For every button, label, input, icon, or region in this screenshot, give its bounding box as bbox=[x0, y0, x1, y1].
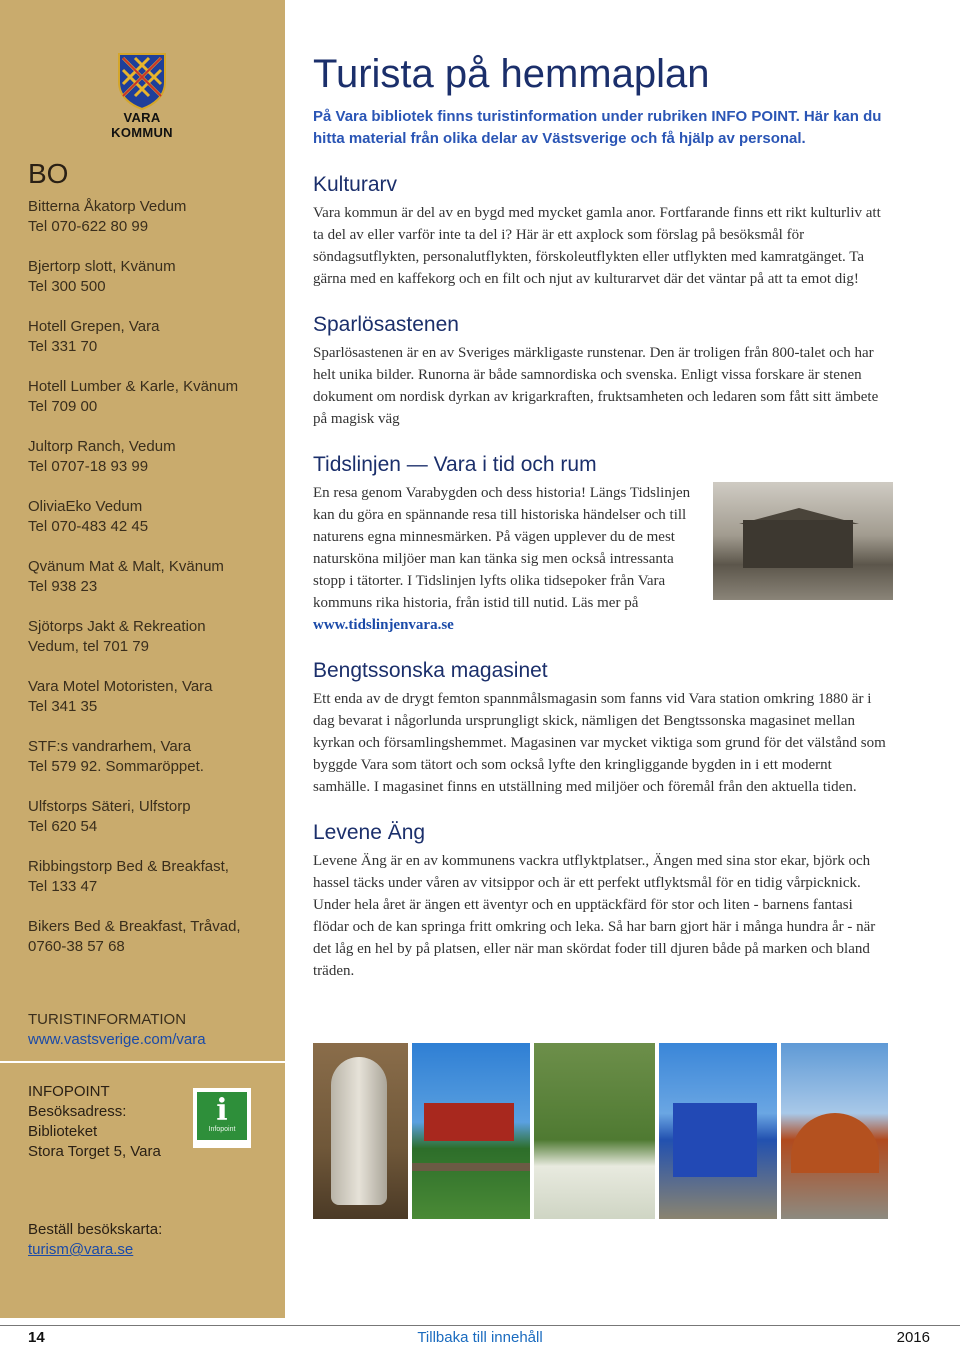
infopoint-title: INFOPOINT bbox=[28, 1083, 110, 1100]
lodging-name: Vara Motel Motoristen, Vara bbox=[28, 678, 213, 695]
footer-divider bbox=[0, 1325, 960, 1326]
turistinformation-title: TURISTINFORMATION bbox=[28, 1011, 187, 1028]
lodging-phone: Tel 709 00 bbox=[28, 398, 98, 415]
blue-house-photo bbox=[659, 1043, 777, 1219]
lodging-item bbox=[28, 377, 278, 437]
bo-heading: BO bbox=[28, 158, 69, 189]
coat-of-arms-icon bbox=[117, 52, 167, 110]
section-heading-kulturarv: Kulturarv bbox=[313, 173, 398, 196]
lodging-name: Bjertorp slott, Kvänum bbox=[28, 258, 176, 275]
lodging-name: Ulfstorps Säteri, Ulfstorp bbox=[28, 798, 191, 815]
section-heading-bengtssonska: Bengtssonska magasinet bbox=[313, 659, 548, 682]
photo-strip bbox=[313, 1043, 888, 1219]
section-text-bengtssonska: Ett enda av de drygt femton spannmålsmagasin som fanns vid Vara station omkring 1880 är i dag bevarat i någorlunda ursprungligt skick, nämligen det Bengtssonska magasinet mellan kyrkan och församlingshemmet. Magasinen var mycket viktiga som grund för det välstånd som byggde Vara som tätort och som också lyfte den kringliggande bygden in i ett modernt samhälle. I magasinet finns en utställning med miljöer och föremål från den aktuella tiden. bbox=[313, 691, 886, 795]
lodging-item bbox=[28, 737, 278, 797]
section-heading-sparlosastenen: Sparlösastenen bbox=[313, 313, 459, 336]
lodging-phone: Tel 331 70 bbox=[28, 338, 98, 355]
infopoint-line: Besöksadress: bbox=[28, 1103, 127, 1120]
bridge-photo bbox=[412, 1043, 530, 1219]
lodging-phone: 0760-38 57 68 bbox=[28, 938, 125, 955]
lodging-phone: Tel 620 54 bbox=[28, 818, 98, 835]
lodging-name: Ribbingstorp Bed & Breakfast, bbox=[28, 858, 229, 875]
section-heading-levene: Levene Äng bbox=[313, 821, 426, 844]
lodging-phone: Tel 070-622 80 99 bbox=[28, 218, 149, 235]
back-link-text[interactable]: Tillbaka till innehåll bbox=[417, 1329, 543, 1346]
lodging-item bbox=[28, 617, 278, 677]
lodging-phone: Vedum, tel 701 79 bbox=[28, 638, 149, 655]
lodging-name: Jultorp Ranch, Vedum bbox=[28, 438, 176, 455]
lodging-name: STF:s vandrarhem, Vara bbox=[28, 738, 192, 755]
infopoint-line: Stora Torget 5, Vara bbox=[28, 1143, 161, 1160]
lodging-item bbox=[28, 857, 278, 917]
turistinformation-link[interactable]: www.vastsverige.com/vara bbox=[28, 1031, 206, 1048]
main-content bbox=[313, 50, 888, 982]
lodging-phone: Tel 341 35 bbox=[28, 698, 98, 715]
lodging-name: Bitterna Åkatorp Vedum bbox=[28, 198, 187, 215]
lodging-item bbox=[28, 677, 278, 737]
lodging-item bbox=[28, 317, 278, 377]
lodging-item bbox=[28, 557, 278, 617]
vara-kommun-logo bbox=[92, 52, 192, 140]
runestone-photo bbox=[313, 1043, 408, 1219]
lodging-name: Bikers Bed & Breakfast, Tråvad, bbox=[28, 918, 241, 935]
lodging-item bbox=[28, 497, 278, 557]
historic-photo bbox=[713, 482, 893, 600]
lodging-item bbox=[28, 437, 278, 497]
sidebar bbox=[0, 0, 285, 1318]
lodging-item bbox=[28, 257, 278, 317]
logo-text: VARA KOMMUN bbox=[111, 110, 173, 140]
section-text-levene: Levene Äng är en av kommunens vackra utflyktplatser., Ängen med sina stor ekar, björk och hassel täcks under våren av vitsippor och är ett perfekt utflyktsmål för en tidig vårpicknick. Under hela året är ängen ett äventyr och en upptäckfärd för stor och liten - barnens fantasi flödar och de kan springa fritt omkring och leka. Så har barn gjort här i många hundra år - när det låg en hel by på platsen, eller när man skördat foder till djuren både på marken och bland träden. bbox=[313, 853, 876, 979]
section-text-sparlosastenen: Sparlösastenen är en av Sveriges märkligaste runstenar. Den är troligen från 800-talet och har helt unika bilder. Runorna är både samnordiska och svenska. Enligt vissa forskare är stenen dokument om nordisk dyrkan av krigarkraften, fruktsamheten och ledaren som fått sitt ämbete på magisk väg bbox=[313, 345, 879, 427]
order-map bbox=[28, 1220, 162, 1260]
back-to-contents-link bbox=[0, 1329, 960, 1346]
section-text-kulturarv: Vara kommun är del av en bygd med mycket gamla anor. Fortfarande finns ett rikt kulturliv att ta del av eller varför inte ta del i? Här är ett axplock som förslag på besöksmål för söndagsutflykten, personalutflykten, förskoleutflykten eller utflykten med kamratgänget. Ta gärna med en kaffekorg och en filt och njut av kulturarvet där det väntar på att ta emot dig! bbox=[313, 205, 881, 287]
lodging-name: Hotell Lumber & Karle, Kvänum bbox=[28, 378, 239, 395]
lodging-name: Qvänum Mat & Malt, Kvänum bbox=[28, 558, 224, 575]
lead-paragraph: På Vara bibliotek finns turistinformation under rubriken INFO POINT. Här kan du hitta material från olika delar av Västsverige och få hjälp av personal. bbox=[313, 108, 882, 147]
lodging-item bbox=[28, 917, 278, 977]
turistinformation bbox=[28, 1010, 206, 1050]
page-title: Turista på hemmaplan bbox=[313, 52, 710, 96]
lodging-item bbox=[28, 797, 278, 857]
lodging-item bbox=[28, 197, 278, 257]
info-letter: i bbox=[216, 1093, 228, 1128]
sidebar-divider bbox=[0, 1061, 285, 1063]
order-map-label: Beställ besökskarta: bbox=[28, 1221, 163, 1238]
order-email-link[interactable]: turism@vara.se bbox=[28, 1241, 134, 1258]
infopoint-icon bbox=[193, 1088, 251, 1148]
info-icon-caption: Infopoint bbox=[208, 1126, 236, 1133]
tidslinjen-text: En resa genom Varabygden och dess historia! Längs Tidslinjen kan du göra en spännande resa till historiska händelser och till naturens egna minnesmärken. På vägen upplever du de mest natursköna miljöer man kan tänka sig men också intressanta stopp i tätorter. I Tidslinjen lyfts olika tidsepoker från Vara kommuns rika historia, från istid till nutid. Läs mer på bbox=[313, 485, 691, 611]
footer-year: 2016 bbox=[896, 1329, 930, 1346]
page-footer bbox=[0, 1325, 960, 1347]
magasin-photo bbox=[781, 1043, 888, 1219]
lodging-phone: Tel 579 92. Sommaröppet. bbox=[28, 758, 204, 775]
lodging-phone: Tel 938 23 bbox=[28, 578, 98, 595]
tidslinjen-link[interactable]: www.tidslinjenvara.se bbox=[313, 617, 454, 633]
infopoint-address bbox=[28, 1082, 161, 1162]
meadow-photo bbox=[534, 1043, 655, 1219]
page-number: 14 bbox=[28, 1329, 45, 1346]
lodging-name: OliviaEko Vedum bbox=[28, 498, 143, 515]
infopoint-line: Biblioteket bbox=[28, 1123, 98, 1140]
lodging-phone: Tel 0707-18 93 99 bbox=[28, 458, 149, 475]
lodging-phone: Tel 070-483 42 45 bbox=[28, 518, 149, 535]
section-heading-tidslinjen: Tidslinjen — Vara i tid och rum bbox=[313, 453, 597, 476]
lodging-name: Hotell Grepen, Vara bbox=[28, 318, 160, 335]
lodging-phone: Tel 300 500 bbox=[28, 278, 106, 295]
lodging-name: Sjötorps Jakt & Rekreation bbox=[28, 618, 206, 635]
lodging-phone: Tel 133 47 bbox=[28, 878, 98, 895]
lodging-list bbox=[28, 197, 278, 977]
